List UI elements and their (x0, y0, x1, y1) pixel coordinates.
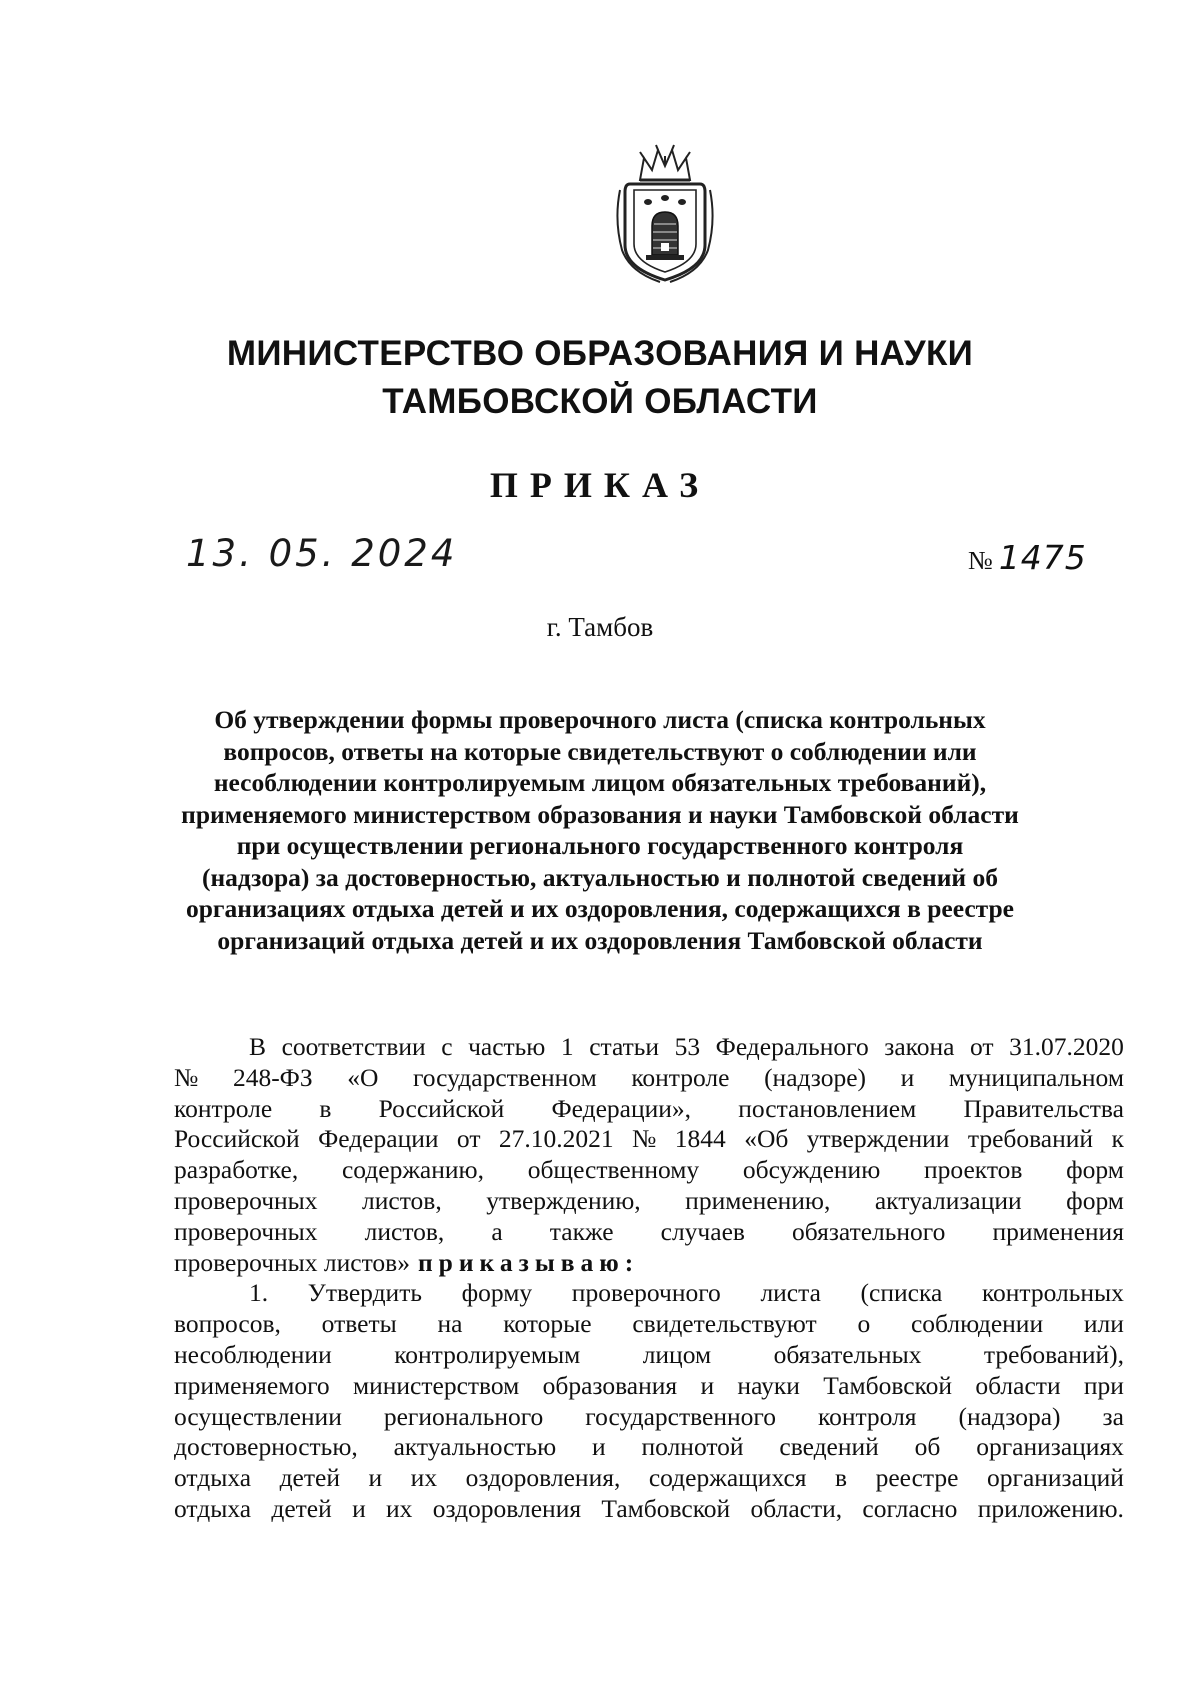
word: статьи (589, 1032, 660, 1061)
word: 31.07.2020 (1009, 1032, 1124, 1061)
body-line (174, 1340, 1124, 1371)
subject-line: несоблюдении контролируемым лицом обязательных требований), (213, 768, 987, 797)
word: лицом (642, 1339, 712, 1369)
word: актуальностью (393, 1432, 557, 1462)
word: за (1102, 1401, 1124, 1431)
word: обсуждению (742, 1155, 881, 1185)
word: 248-ФЗ (232, 1062, 313, 1092)
word: достоверностью, (174, 1432, 358, 1462)
word: «О (347, 1062, 379, 1092)
word: несоблюдении (174, 1339, 332, 1369)
order-subject (150, 704, 1050, 956)
subject-line: применяемого министерством образования и науки Тамбовской области (181, 799, 1019, 829)
word: отдыха (174, 1463, 252, 1493)
word: содержанию, (341, 1155, 484, 1185)
word: № (632, 1124, 657, 1154)
word: оздоровления, (465, 1463, 621, 1493)
order-body (174, 1032, 1124, 1525)
word: области, (750, 1493, 843, 1523)
word: контролируемым (394, 1339, 581, 1369)
word: приложению. (977, 1493, 1124, 1523)
word: форму (461, 1278, 533, 1308)
word: также (549, 1216, 614, 1246)
word: форм (1066, 1155, 1124, 1185)
word: и (592, 1432, 606, 1462)
word: полнотой (641, 1432, 744, 1462)
word: Правительства (963, 1093, 1124, 1123)
word: и (700, 1370, 715, 1400)
word: контроле (631, 1062, 730, 1092)
word: о (857, 1309, 871, 1339)
word: министерством (352, 1370, 520, 1400)
word: от (970, 1032, 994, 1061)
word: проверочного (571, 1278, 721, 1308)
word: применяемого (174, 1370, 330, 1400)
word: Федерации (318, 1124, 439, 1154)
word: применению, (685, 1185, 831, 1215)
subject-line: организациях отдыха детей и их оздоровления, содержащихся в реестре (185, 894, 1014, 923)
word: содержащихся (648, 1463, 807, 1493)
ministry-line-1: МИНИСТЕРСТВО ОБРАЗОВАНИЯ И НАУКИ (226, 334, 974, 373)
word: № (174, 1062, 199, 1092)
word: В (249, 1032, 267, 1061)
order-title: ПРИКАЗ (489, 465, 711, 505)
word: 53 (674, 1032, 701, 1061)
word: проектов (923, 1155, 1023, 1185)
word: разработке, (174, 1155, 299, 1185)
word: (списка (860, 1278, 943, 1308)
word: организациях (976, 1432, 1124, 1462)
ministry-line-2: ТАМБОВСКОЙ ОБЛАСТИ (382, 382, 818, 421)
body-line (174, 1217, 1124, 1248)
word: Российской (378, 1093, 505, 1123)
word: вопросов, (174, 1309, 281, 1339)
word: Федерации», (551, 1093, 692, 1123)
word: а (491, 1216, 503, 1246)
subject-line: организаций отдыха детей и их оздоровления Тамбовской области (217, 925, 983, 955)
number-value: 1475 (998, 538, 1087, 577)
word: сведений (779, 1432, 879, 1462)
order-number (968, 538, 1087, 577)
city: г. Тамбов (546, 612, 654, 642)
word: утверждению, (486, 1185, 641, 1215)
word: или (1083, 1309, 1124, 1339)
word: постановлением (738, 1093, 917, 1123)
word: муниципальном (948, 1062, 1124, 1092)
subject-line: при осуществлении регионального государственного контроля (236, 831, 964, 860)
word: при (1083, 1370, 1124, 1400)
word: образования (542, 1370, 678, 1400)
word: реестре (875, 1463, 959, 1493)
word: закона (884, 1032, 955, 1061)
body-line (174, 1463, 1124, 1494)
word: согласно (862, 1493, 958, 1523)
word: форм (1066, 1185, 1124, 1215)
word: Утвердить (307, 1278, 422, 1308)
word: 1 (560, 1032, 574, 1061)
word: государственного (585, 1401, 776, 1431)
word: на (437, 1309, 463, 1339)
word: контроле (174, 1093, 273, 1123)
subject-line: (надзора) за достоверностью, актуальностью и полнотой сведений об (202, 862, 998, 892)
word: (надзора) (958, 1401, 1061, 1431)
word: государственном (412, 1062, 597, 1092)
word: листов, (364, 1216, 445, 1246)
word: листа (760, 1278, 821, 1308)
word: детей (279, 1463, 340, 1493)
body-line (174, 1371, 1124, 1402)
word: (надзоре) (764, 1062, 867, 1092)
word: от (456, 1124, 481, 1154)
body-line (174, 1094, 1124, 1125)
word: их (386, 1493, 413, 1523)
word: отдыха (174, 1493, 252, 1523)
word: оздоровления (432, 1493, 582, 1523)
body-line (174, 1432, 1124, 1463)
word: случаев (660, 1216, 745, 1246)
word: области (975, 1370, 1061, 1400)
body-line (174, 1402, 1124, 1433)
word: науки (737, 1370, 800, 1400)
word: утверждении (806, 1124, 950, 1154)
word: листов, (362, 1185, 442, 1215)
body-line (174, 1032, 1124, 1063)
word: регионального (383, 1401, 544, 1431)
body-line (174, 1494, 1124, 1525)
order-word: приказываю: (417, 1247, 640, 1277)
word: об (914, 1432, 941, 1462)
word: и (352, 1493, 366, 1523)
word: обязательных (773, 1339, 922, 1369)
word: с (441, 1032, 453, 1061)
word: общественному (527, 1155, 700, 1185)
word: требований (967, 1124, 1094, 1154)
word: 1844 (674, 1124, 726, 1154)
word: в (319, 1093, 332, 1123)
body-line (174, 1309, 1124, 1340)
word: соблюдении (910, 1309, 1044, 1339)
number-sign: № (968, 546, 993, 575)
word: к (1111, 1124, 1124, 1154)
word: проверочных (174, 1185, 318, 1215)
word: «Об (744, 1124, 789, 1154)
word: и (368, 1463, 383, 1493)
body-line (174, 1278, 1124, 1309)
subject-line: вопросов, ответы на которые свидетельствуют о соблюдении или (223, 736, 977, 766)
word: применения (992, 1216, 1124, 1246)
tambov-coat-of-arms-icon (610, 140, 720, 285)
word: которые (503, 1309, 592, 1339)
word: частью (468, 1032, 546, 1061)
word: в (835, 1463, 848, 1493)
body-line (174, 1124, 1124, 1155)
word: 1. (249, 1278, 269, 1308)
word: соответствии (281, 1032, 426, 1061)
word: ответы (321, 1309, 397, 1339)
word: Российской (174, 1124, 300, 1154)
word: осуществлении (174, 1401, 342, 1431)
body-line (174, 1063, 1124, 1094)
word: детей (271, 1493, 332, 1523)
body-text: проверочных листов» (174, 1247, 410, 1277)
body-line (174, 1248, 1124, 1279)
body-line (174, 1186, 1124, 1217)
subject-line: Об утверждении формы проверочного листа (списка контрольных (214, 705, 986, 734)
word: их (410, 1463, 438, 1493)
body-line (174, 1155, 1124, 1186)
word: и (900, 1062, 915, 1092)
word: Тамбовской (823, 1370, 953, 1400)
word: контрольных (981, 1278, 1124, 1308)
word: организаций (986, 1463, 1124, 1493)
order-date: 13. 05. 2024 (186, 532, 458, 575)
word: проверочных (174, 1216, 318, 1246)
word: обязательного (792, 1216, 946, 1246)
word: требований), (983, 1339, 1124, 1369)
word: контроля (817, 1401, 917, 1431)
word: актуализации (874, 1185, 1022, 1215)
word: 27.10.2021 (498, 1124, 614, 1154)
word: Федерального (715, 1032, 869, 1061)
word: свидетельствуют (632, 1309, 817, 1339)
word: Тамбовской (601, 1493, 731, 1523)
ministry-name (0, 330, 1200, 426)
